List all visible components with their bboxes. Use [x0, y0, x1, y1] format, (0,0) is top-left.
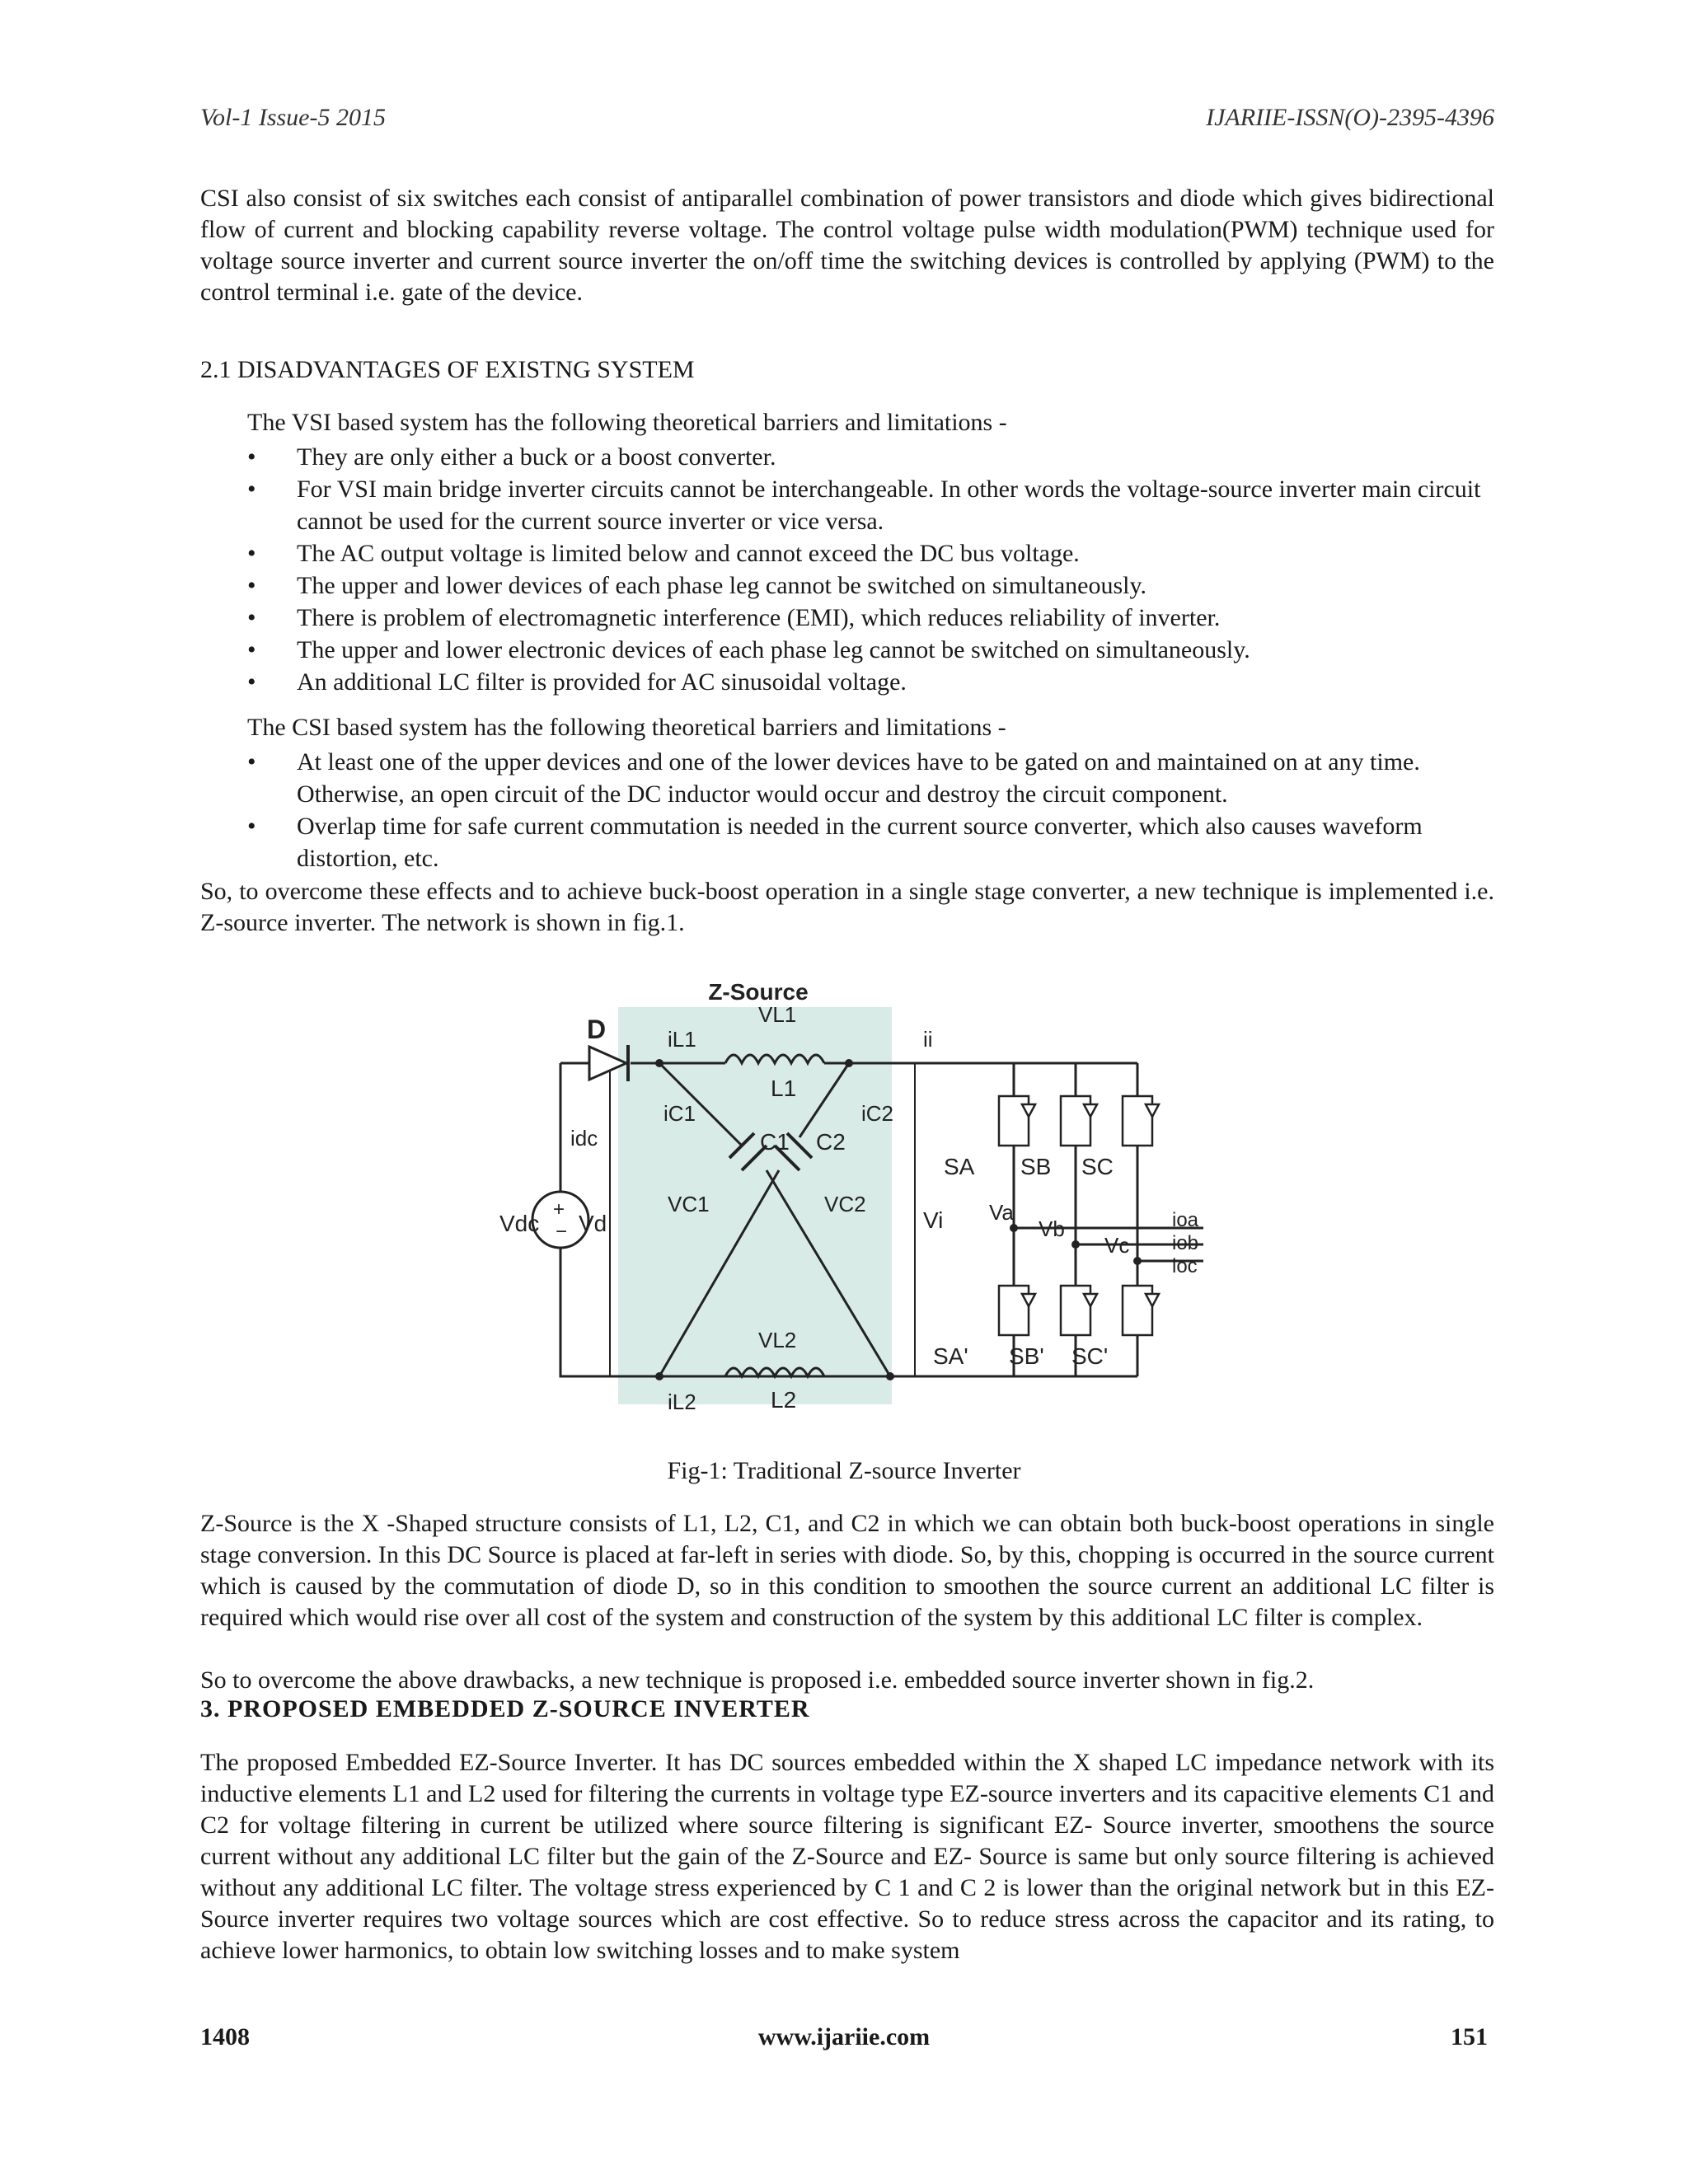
figure-title: Z-Source — [708, 979, 809, 1005]
header-issn: IJARIIE-ISSN(O)-2395-4396 — [1206, 104, 1494, 131]
label-Vd: Vd — [579, 1211, 607, 1236]
label-Vdc: Vdc — [499, 1211, 540, 1236]
paragraph-overcome-effects: So, to overcome these effects and to achieve buck-boost operation in a single stage converter, a new technique is implemented i.e. Z-source inverter. The network is shown in fig.1. — [200, 878, 1494, 936]
csi-limitations-list — [247, 746, 1496, 874]
list-item: • For VSI main bridge inverter circuits cannot be interchangeable. In other words the voltage-source inverter main circuit cannot be used for the current source inverter or vice versa. — [247, 473, 1496, 537]
footer-page-number: 151 — [1451, 2023, 1488, 2050]
label-ioc: ioc — [1172, 1255, 1198, 1277]
dc-source-plus: + — [553, 1198, 565, 1221]
footer-left: 1408 — [200, 2023, 250, 2050]
switch-SB-prime — [1061, 1286, 1097, 1335]
label-vC2: VC2 — [824, 1192, 866, 1216]
section-heading-2-1: 2.1 DISADVANTAGES OF EXISTNG SYSTEM — [200, 356, 695, 383]
label-vc: Vc — [1104, 1233, 1130, 1258]
switch-SC-prime — [1123, 1286, 1159, 1335]
list-item: • The upper and lower devices of each phase leg cannot be switched on simultaneously. — [247, 569, 1496, 602]
label-iL1: iL1 — [668, 1027, 696, 1052]
label-SC-prime: SC' — [1071, 1343, 1109, 1369]
label-iC1: iC1 — [663, 1101, 696, 1126]
list-item: • The upper and lower electronic devices of each phase leg cannot be switched on simultaneously. — [247, 634, 1496, 666]
label-iob: iob — [1172, 1232, 1199, 1254]
footer-site: www.ijariie.com — [757, 2023, 931, 2050]
switch-SC — [1123, 1096, 1159, 1146]
vsi-limitations-list — [247, 441, 1496, 698]
switch-SA — [999, 1096, 1035, 1146]
label-iL2: iL2 — [668, 1390, 696, 1414]
list-item: • The AC output voltage is limited below and cannot exceed the DC bus voltage. — [247, 537, 1496, 569]
label-vb: Vb — [1039, 1216, 1065, 1241]
label-vC1: VC1 — [668, 1192, 710, 1216]
paragraph-csi: CSI also consist of six switches each consist of antiparallel combination of power transistors and diode which gives bidirectional flow of current and blocking capability reverse voltage. The control voltage pulse width modulation(PWM) technique used for voltage source inverter and current source inverter the on/off time the switching devices is controlled by applying (PWM) to the control terminal i.e. gate of the device. — [200, 185, 1494, 306]
label-C2: C2 — [816, 1129, 846, 1155]
label-L1: L1 — [771, 1076, 797, 1101]
label-SC: SC — [1081, 1154, 1114, 1179]
switch-SB — [1061, 1096, 1097, 1146]
label-SA-prime: SA' — [933, 1343, 968, 1369]
label-va: Va — [989, 1200, 1014, 1225]
label-ioa: ioa — [1172, 1209, 1199, 1231]
label-C1: C1 — [760, 1129, 790, 1155]
csi-intro: The CSI based system has the following theoretical barriers and limitations - — [247, 714, 1006, 741]
label-idc: idc — [570, 1126, 598, 1151]
label-vL1: VL1 — [758, 1002, 797, 1027]
list-item: • Overlap time for safe current commutation is needed in the current source converter, which also causes waveform distortion, etc. — [247, 810, 1496, 874]
header-volume: Vol-1 Issue-5 2015 — [200, 104, 386, 131]
z-source-inverter-diagram — [495, 972, 1220, 1418]
list-item: • There is problem of electromagnetic interference (EMI), which reduces reliability of inverter. — [247, 602, 1496, 634]
section-heading-3: 3. PROPOSED EMBEDDED Z-SOURCE INVERTER — [200, 1695, 810, 1722]
label-vL2: VL2 — [758, 1328, 797, 1352]
label-SA: SA — [944, 1154, 975, 1179]
label-SB-prime: SB' — [1009, 1343, 1044, 1369]
dc-source-minus: − — [556, 1221, 568, 1243]
label-Vi: Vi — [923, 1207, 944, 1233]
paragraph-ez-source: The proposed Embedded EZ-Source Inverter. It has DC sources embedded within the X shaped LC impedance network with its inductive elements L1 and L2 used for filtering the currents in voltage type EZ-source inverters and its capacitive elements C1 and C2 for voltage filtering in current be utilized where source filtering is significant EZ- Source inverter, smoothens the source current without any additional LC filter but the gain of the Z-Source and EZ- Source is same but only source filtering is achieved without any additional LC filter. The voltage stress experienced by C 1 and C 2 is lower than the original network but in this EZ-Source inverter requires two voltage sources which are cost effective. So to reduce stress across the capacitor and its rating, to achieve lower harmonics, to obtain low switching losses and to make system — [200, 1749, 1494, 1964]
list-item: • An additional LC filter is provided for AC sinusoidal voltage. — [247, 666, 1496, 698]
list-item: • At least one of the upper devices and one of the lower devices have to be gated on and maintained on at any time. Otherwise, an open circuit of the DC inductor would occur and destroy the circuit component. — [247, 746, 1496, 810]
label-D: D — [587, 1015, 607, 1044]
paragraph-zsource: Z-Source is the X -Shaped structure consists of L1, L2, C1, and C2 in which we can obtain both buck-boost operations in single stage conversion. In this DC Source is placed at far-left in series with diode. So, by this, chopping is occurred in the source current which is caused by the commutation of diode D, so in this condition to smoothen the source current an additional LC filter is required which would rise over all cost of the system and construction of the system by this additional LC filter is complex. — [200, 1510, 1494, 1631]
list-item: • They are only either a buck or a boost converter. — [247, 441, 1496, 473]
label-ii: ii — [923, 1027, 933, 1052]
switch-SA-prime — [999, 1286, 1035, 1335]
vsi-intro: The VSI based system has the following theoretical barriers and limitations - — [247, 409, 1007, 436]
label-iC2: iC2 — [861, 1101, 894, 1126]
label-SB: SB — [1020, 1154, 1052, 1179]
figure-caption: Fig-1: Traditional Z-source Inverter — [667, 1457, 1021, 1484]
paragraph-embedded-intro: So to overcome the above drawbacks, a new technique is proposed i.e. embedded source inverter shown in fig.2. — [200, 1666, 1315, 1694]
label-L2: L2 — [771, 1387, 797, 1413]
